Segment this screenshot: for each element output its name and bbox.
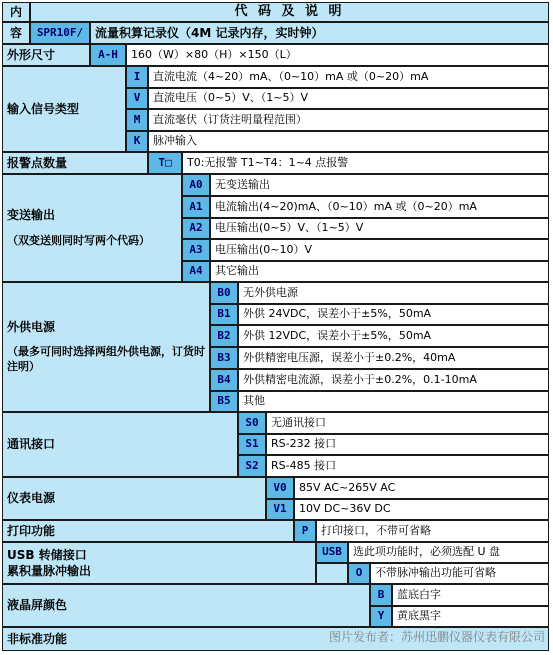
desc-print: 打印接口，不带可省略 (316, 520, 549, 542)
label-transmit (2, 174, 182, 282)
watermark-text: 图片发布者：苏州迅鹏仪器仪表有限公司 (328, 630, 545, 644)
desc-alarm: T0:无报警 T1~T4：1~4 点报警 (182, 152, 549, 174)
desc-comm-s0: 无通讯接口 (266, 412, 549, 434)
label-power-supply (2, 282, 210, 412)
code-transmit-a3: A3 (182, 239, 210, 261)
code-input-i: I (126, 66, 148, 88)
desc-transmit-a3: 电压输出(0~10）V (210, 239, 549, 261)
code-alarm: T□ (148, 152, 182, 174)
code-comm-s0: S0 (238, 412, 266, 434)
code-input-m: M (126, 109, 148, 131)
desc-lcd-b: 蓝底白字 (392, 584, 549, 606)
label-power-supply-title: 外供电源 (7, 320, 56, 335)
code-power-b4: B4 (210, 369, 238, 391)
desc-comm-s1: RS-232 接口 (266, 434, 549, 455)
code-power-b3: B3 (210, 347, 238, 369)
desc-meter-v0: 85V AC~265V AC (294, 477, 549, 499)
usb-pulse-spacer (316, 563, 348, 584)
label-lcd-color: 液晶屏颜色 (2, 584, 370, 627)
desc-comm-s2: RS-485 接口 (266, 455, 549, 477)
desc-transmit-a0: 无变送输出 (210, 174, 549, 196)
code-input-k: K (126, 131, 148, 152)
code-size: A-H (90, 44, 126, 66)
code-input-v: V (126, 88, 148, 109)
model-code: SPR10F/ (30, 22, 90, 44)
desc-power-b2: 外供 12VDC，误差小于±5%，50mA (238, 325, 549, 347)
desc-power-b5: 其他 (238, 391, 549, 412)
model-description: 流量积算记录仪（4M 记录内存，实时钟） (90, 22, 549, 44)
desc-size: 160（W）×80（H）×150（L） (126, 44, 549, 66)
label-power-supply-note: （最多可同时选择两组外供电源，订货时注明） (7, 345, 205, 374)
desc-transmit-a1: 电流输出(4~20)mA、（0~10）mA 或（0~20）mA (210, 196, 549, 218)
code-transmit-a2: A2 (182, 218, 210, 239)
desc-input-i: 直流电流（4~20）mA、（0~10）mA 或（0~20）mA (148, 66, 549, 88)
label-usb-pulse (2, 542, 316, 584)
code-transmit-a4: A4 (182, 261, 210, 282)
label-print: 打印功能 (2, 520, 294, 542)
code-transmit-a1: A1 (182, 196, 210, 218)
desc-transmit-a2: 电压输出(0~5）V、（1~5）V (210, 218, 549, 239)
header-corner-bottom: 容 (2, 22, 30, 44)
desc-input-m: 直流毫伏（订货注明量程范围） (148, 109, 549, 131)
label-comm: 通讯接口 (2, 412, 238, 477)
label-transmit-note: （双变送则同时写两个代码） (7, 233, 150, 247)
label-usb: USB 转储接口 (7, 547, 87, 562)
label-alarm: 报警点数量 (2, 152, 148, 174)
code-pulse: O (348, 563, 370, 584)
desc-transmit-a4: 其它输出 (210, 261, 549, 282)
label-nonstandard: 非标准功能 (2, 627, 549, 651)
label-size: 外形尺寸 (2, 44, 90, 66)
label-meter-power: 仪表电源 (2, 477, 266, 520)
desc-input-k: 脉冲输入 (148, 131, 549, 152)
desc-usb: 选此项功能时，必须选配 U 盘 (348, 542, 549, 563)
code-power-b5: B5 (210, 391, 238, 412)
label-transmit-title: 变送输出 (7, 208, 56, 223)
code-transmit-a0: A0 (182, 174, 210, 196)
code-power-b0: B0 (210, 282, 238, 304)
desc-meter-v1: 10V DC~36V DC (294, 499, 549, 520)
desc-input-v: 直流电压（0~5）V、（1~5）V (148, 88, 549, 109)
code-power-b1: B1 (210, 304, 238, 325)
code-comm-s1: S1 (238, 434, 266, 455)
desc-lcd-y: 黄底黑字 (392, 606, 549, 627)
code-print: P (294, 520, 316, 542)
header-title: 代 码 及 说 明 (30, 2, 549, 22)
code-meter-v0: V0 (266, 477, 294, 499)
desc-power-b1: 外供 24VDC，误差小于±5%，50mA (238, 304, 549, 325)
label-input-type: 输入信号类型 (2, 66, 126, 152)
desc-power-b4: 外供精密电流源，误差小于±0.2%，0.1-10mA (238, 369, 549, 391)
desc-pulse: 不带脉冲输出功能可省略 (370, 563, 549, 584)
code-lcd-y: Y (370, 606, 392, 627)
code-usb: USB (316, 542, 348, 563)
desc-power-b3: 外供精密电压源，误差小于±0.2%，40mA (238, 347, 549, 369)
code-comm-s2: S2 (238, 455, 266, 477)
label-pulse: 累积量脉冲输出 (7, 564, 92, 578)
code-meter-v1: V1 (266, 499, 294, 520)
code-power-b2: B2 (210, 325, 238, 347)
code-lcd-b: B (370, 584, 392, 606)
desc-power-b0: 无外供电源 (238, 282, 549, 304)
header-corner-top: 内 (2, 2, 30, 22)
